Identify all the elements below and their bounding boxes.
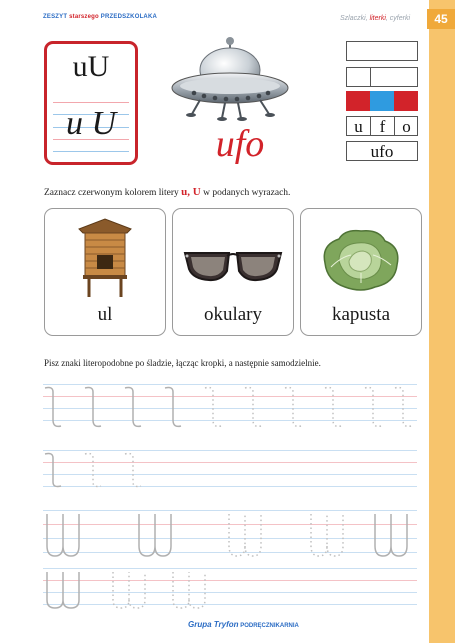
task1-instruction bbox=[44, 186, 290, 198]
publisher-footer bbox=[188, 620, 299, 629]
section-subtitle bbox=[340, 15, 410, 22]
series-title bbox=[43, 14, 157, 20]
picture-word: ul bbox=[97, 304, 113, 325]
subtitle-part: literki bbox=[369, 15, 386, 22]
picture-card-ul[interactable] bbox=[44, 208, 166, 336]
picture-word: kapusta bbox=[331, 304, 391, 325]
target-letter: U bbox=[192, 186, 201, 198]
scheme-row-word bbox=[346, 141, 418, 161]
sunglasses-icon bbox=[183, 245, 283, 285]
picture-card-kapusta[interactable] bbox=[300, 208, 422, 336]
beehive-icon bbox=[75, 217, 135, 299]
letter-card bbox=[44, 41, 138, 165]
tracing-row-2[interactable] bbox=[43, 450, 417, 490]
series-title-part: starszego bbox=[69, 14, 101, 20]
script-letters: u U bbox=[65, 105, 117, 142]
instruction-text: Zaznacz czerwonym kolorem litery bbox=[44, 188, 182, 198]
scheme-color-box bbox=[394, 91, 418, 111]
series-title-part: PRZEDSZKOLAKA bbox=[100, 14, 158, 20]
instruction-separator: , bbox=[187, 186, 193, 198]
scheme-row-empty bbox=[346, 41, 418, 61]
brand-logo: Grupa Tryfon bbox=[188, 620, 239, 629]
subtitle-part: Szlaczki, bbox=[340, 15, 370, 22]
page-edge-band bbox=[429, 0, 455, 643]
tracing-pattern-1 bbox=[43, 384, 417, 430]
series-title-part: ZESZYT bbox=[43, 14, 70, 20]
tracing-row-3[interactable] bbox=[43, 510, 417, 562]
ufo-icon bbox=[170, 36, 294, 122]
scheme-row-split bbox=[346, 67, 418, 87]
task2-instruction: Pisz znaki literopodobne po śladzie, łącząc kropki, a następnie samodzielnie. bbox=[44, 358, 321, 368]
tracing-pattern-3 bbox=[43, 510, 417, 562]
picture-card-okulary[interactable] bbox=[172, 208, 294, 336]
scheme-word: ufo bbox=[370, 142, 394, 161]
scheme-letter: o bbox=[402, 117, 411, 136]
scheme-row-letters bbox=[346, 116, 418, 136]
scheme-letter: u bbox=[347, 117, 371, 135]
scheme-color-box bbox=[370, 91, 394, 111]
scheme-letter: f bbox=[371, 117, 395, 135]
print-letters: uU bbox=[72, 50, 110, 83]
cabbage-icon bbox=[321, 227, 401, 291]
page-number: 45 bbox=[427, 9, 455, 29]
picture-word: okulary bbox=[203, 304, 263, 325]
tracing-row-1[interactable] bbox=[43, 384, 417, 430]
target-letter: u bbox=[181, 186, 188, 198]
subtitle-part: , cyferki bbox=[385, 15, 411, 22]
tracing-row-4[interactable] bbox=[43, 568, 417, 614]
ufo-script-word: ufo bbox=[215, 123, 265, 165]
publisher-name: PODRĘCZNIKARNIA bbox=[240, 623, 299, 629]
tracing-pattern-4 bbox=[43, 568, 417, 614]
scheme-color-box bbox=[346, 91, 370, 111]
scheme-row-colors bbox=[346, 91, 418, 111]
tracing-pattern-2 bbox=[43, 450, 417, 490]
instruction-text: w podanych wyrazach. bbox=[200, 188, 291, 198]
